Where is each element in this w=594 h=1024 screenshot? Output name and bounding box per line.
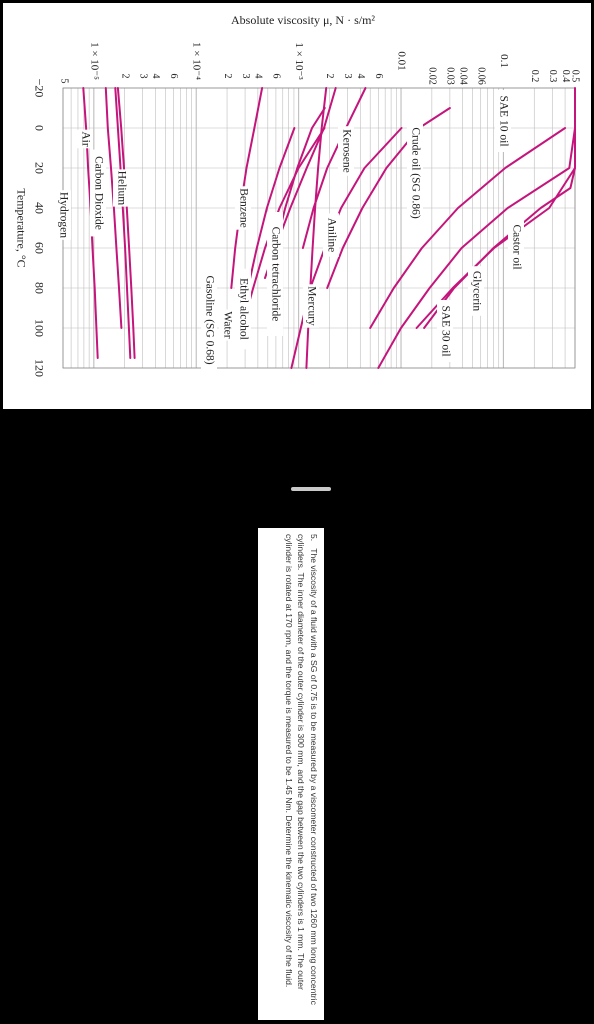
series-label: Castor oil [510, 224, 523, 270]
viscosity-tick-label: 0.3 [546, 69, 558, 83]
temperature-tick-label: 0 [32, 125, 47, 131]
temperature-tick-label: 80 [32, 282, 47, 294]
series-label: Glycerin [470, 270, 483, 312]
viscosity-chart [3, 3, 591, 409]
series-label: Aniline [325, 217, 338, 253]
viscosity-tick-label: 6 [373, 73, 385, 79]
viscosity-tick-label: 0.01 [395, 51, 408, 71]
viscosity-tick-label: 0.02 [426, 67, 438, 85]
viscosity-tick-label: 4 [354, 73, 366, 79]
viscosity-tick-label: 3 [137, 73, 149, 79]
viscosity-tick-label: 0.4 [559, 69, 571, 83]
viscosity-tick-label: 0.5 [569, 69, 581, 83]
viscosity-tick-label: 6 [270, 73, 282, 79]
viscosity-tick-label: 3 [342, 73, 354, 79]
viscosity-tick-label: 0.04 [457, 67, 469, 85]
viscosity-tick-label: 1 × 10⁻⁴ [190, 42, 203, 80]
viscosity-tick-label: 2 [324, 73, 336, 79]
viscosity-tick-label: 5 [58, 78, 70, 84]
series-label: Helium [115, 170, 128, 206]
series-label: SAE 30 oil [439, 305, 452, 357]
series-label: Benzene [237, 188, 250, 228]
series-label: Kerosene [340, 129, 353, 173]
viscosity-tick-label: 1 × 10⁻⁵ [88, 42, 101, 80]
viscosity-tick-label: 0.1 [497, 54, 510, 68]
temperature-tick-label: 20 [32, 162, 47, 174]
question-card [258, 528, 324, 1020]
temperature-tick-label: 60 [32, 242, 47, 254]
series-label: Water [221, 311, 234, 339]
series-label: SAE 10 oil [497, 95, 510, 147]
temperature-tick-label: 100 [32, 319, 47, 337]
series-label: Mercury [305, 286, 318, 326]
chart-panel [3, 3, 591, 409]
series-label: Gasoline (SG 0.68) [203, 275, 216, 365]
x-axis-title: Temperature, °C [14, 188, 29, 268]
series-label: Carbon tetrachloride [269, 226, 282, 322]
series-label: Crude oil (SG 0.86) [409, 127, 422, 219]
viscosity-tick-label: 0.06 [475, 67, 487, 85]
temperature-tick-label: −20 [32, 78, 47, 98]
question-text [260, 534, 320, 1014]
chart-title: Absolute viscosity μ, N · s/m² [230, 12, 376, 27]
viscosity-tick-label: 6 [168, 73, 180, 79]
series-label: Air [79, 131, 92, 147]
temperature-tick-label: 40 [32, 202, 47, 214]
viscosity-tick-label: 2 [119, 73, 131, 79]
series-label: Ethyl alcohol [237, 278, 250, 340]
drag-handle[interactable] [291, 487, 331, 491]
viscosity-tick-label: 2 [221, 73, 233, 79]
series-label: Carbon Dioxide [92, 156, 105, 230]
viscosity-tick-label: 3 [239, 73, 251, 79]
viscosity-tick-label: 0.2 [528, 69, 540, 83]
viscosity-tick-label: 4 [252, 73, 264, 79]
temperature-tick-label: 120 [32, 359, 47, 377]
viscosity-tick-label: 1 × 10⁻³ [293, 42, 306, 80]
question-number: 5. [309, 534, 319, 542]
series-label: Hydrogen [57, 192, 70, 238]
series-line [370, 128, 565, 328]
viscosity-tick-label: 0.03 [444, 67, 456, 85]
question-body: The viscosity of a fluid with a SG of 0.75 is to be measured by a viscometer constructed of two 1260 mm long concentric cylinders. The inner diameter of the outer cylinder is 300 mm, and the gap between the two cylinders is 1 mm. The outer cylinder is rotated at 170 rpm, and the torque is measured to be 1.45 Nm. Determine the kinematic viscosity of the fluid. [283, 534, 319, 1005]
viscosity-tick-label: 4 [150, 73, 162, 79]
